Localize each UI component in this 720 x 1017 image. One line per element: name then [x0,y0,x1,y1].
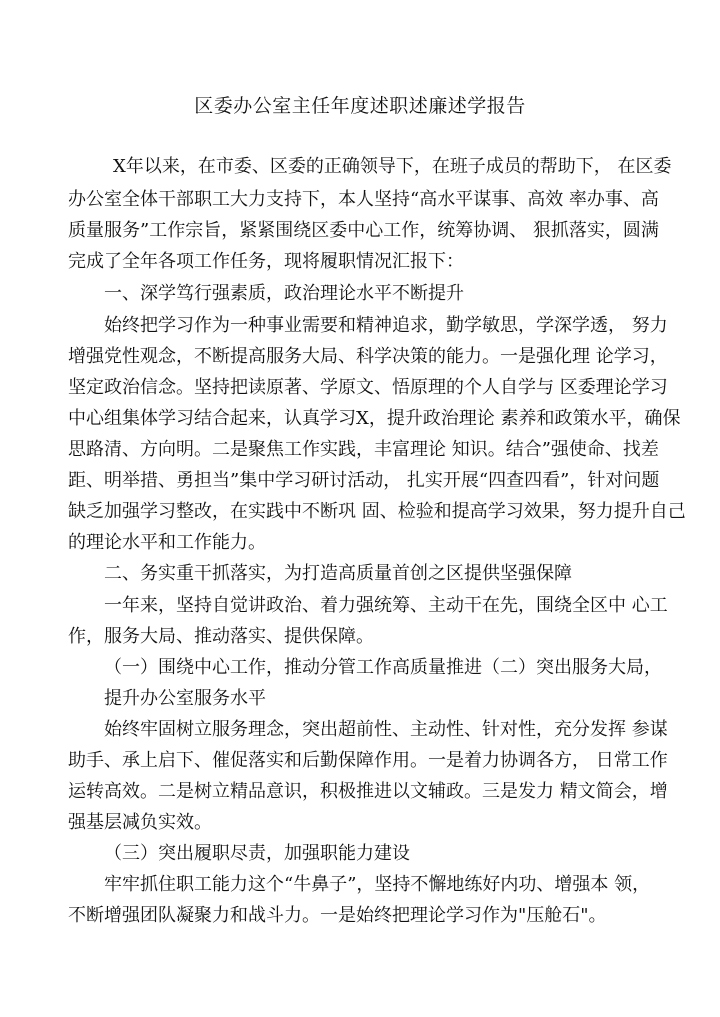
paragraph-line: 质量服务”工作宗旨，紧紧围绕区委中心工作，统筹协调、 狠抓落实，圆满 [68,220,659,241]
section-heading: 一、深学笃行强素质，政治理论水平不断提升 [104,283,464,304]
paragraph-line: 运转高效。二是树立精品意识，积极推进以文辅政。三是发力 精文简会，增 [68,781,668,802]
paragraph-line: 助手、承上启下、催促落实和后勤保障作用。一是着力协调各方， 日常工作 [68,750,668,771]
paragraph-line: 强基层减负实效。 [68,812,212,833]
paragraph-line: 一年来，坚持自觉讲政治、着力强统筹、主动干在先，围绕全区中 心工 [104,595,668,616]
paragraph-line: 中心组集体学习结合起来，认真学习X，提升政治理论 素养和政策水平，确保 [68,408,681,429]
paragraph-line: 距、明举措、勇担当”集中学习研讨活动， 扎实开展“四查四看”，针对问题 [68,470,660,491]
section-heading: 二、务实重干抓落实，为打造高质量首创之区提供坚强保障 [104,563,572,584]
paragraph-line: 始终把学习作为一种事业需要和精神追求，勤学敏思，学深学透， 努力 [104,315,668,336]
subsection-heading: 提升办公室服务水平 [104,688,266,709]
paragraph-line: 增强党性观念，不断提高服务大局、科学决策的能力。一是强化理 论学习， [68,346,668,367]
paragraph-line: 思路清、方向明。二是聚焦工作实践，丰富理论 知识。结合”强使命、找差 [68,439,659,460]
paragraph-line: 办公室全体干部职工大力支持下，本人坚持“高水平谋事、高效 率办事、高 [68,189,659,210]
paragraph-line: 始终牢固树立服务理念，突出超前性、主动性、针对性，充分发挥 参谋 [104,719,668,740]
paragraph-line: 作，服务大局、推动落实、提供保障。 [68,626,374,647]
paragraph-line: 不断增强团队凝聚力和战斗力。一是始终把理论学习作为"压舱石"。 [68,905,607,926]
paragraph-line: X年以来，在市委、区委的正确领导下，在班子成员的帮助下， 在区委 [113,156,672,177]
paragraph-line: 坚定政治信念。坚持把读原著、学原文、悟原理的个人自学与 区委理论学习 [68,377,668,398]
document-title: 区委办公室主任年度述职述廉述学报告 [194,95,526,117]
paragraph-line: 完成了全年各项工作任务，现将履职情况汇报下： [68,251,464,272]
subsection-heading: （三）突出履职尽责，加强职能力建设 [104,843,410,864]
paragraph-line: 的理论水平和工作能力。 [68,532,266,553]
subsection-heading: （一）围绕中心工作，推动分管工作高质量推进（二）突出服务大局， [104,657,662,678]
paragraph-line: 缺乏加强学习整改，在实践中不断巩 固、检验和提高学习效果，努力提升自己 [68,501,686,522]
paragraph-line: 牢牢抓住职工能力这个“牛鼻子”，坚持不懈地练好内功、增强本 领， [104,874,651,895]
